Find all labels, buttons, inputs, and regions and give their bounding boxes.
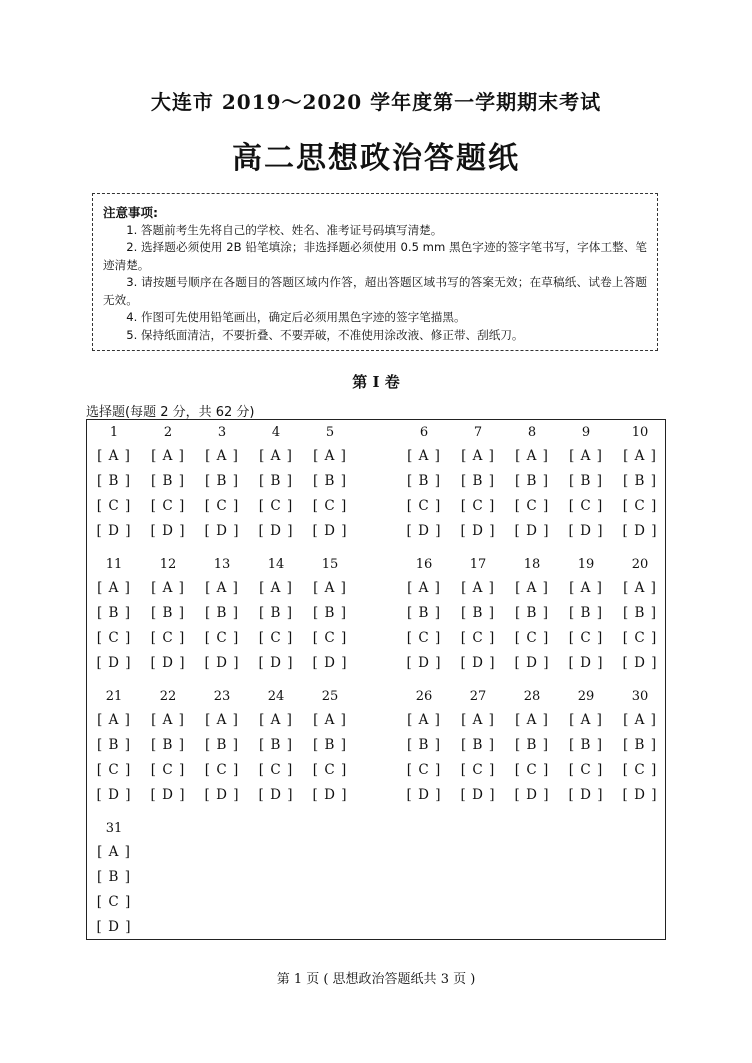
- option-d-bubble[interactable]: [ D ]: [514, 655, 550, 671]
- option-b-bubble[interactable]: [ B ]: [622, 737, 658, 753]
- question-block: [451, 554, 505, 676]
- option-b-bubble[interactable]: [ B ]: [460, 473, 496, 489]
- option-b-bubble[interactable]: [ B ]: [514, 605, 550, 621]
- option-d-bubble[interactable]: [ D ]: [514, 523, 550, 539]
- option-d-bubble[interactable]: [ D ]: [96, 919, 132, 935]
- option-d-bubble[interactable]: [ D ]: [96, 787, 132, 803]
- question-block: [559, 422, 613, 544]
- question-block: [303, 554, 357, 676]
- option-b-bubble[interactable]: [ B ]: [150, 473, 186, 489]
- question-number: 22: [159, 689, 177, 704]
- option-b-bubble[interactable]: [ B ]: [258, 737, 294, 753]
- option-b-bubble[interactable]: [ B ]: [568, 605, 604, 621]
- question-block: [141, 686, 195, 808]
- option-d-bubble[interactable]: [ D ]: [258, 523, 294, 539]
- option-a-bubble[interactable]: [ A ]: [97, 580, 131, 596]
- option-b-bubble[interactable]: [ B ]: [96, 869, 132, 885]
- question-number: 27: [469, 689, 487, 704]
- option-c-bubble[interactable]: [ C ]: [150, 498, 186, 514]
- option-c-bubble[interactable]: [ C ]: [204, 498, 240, 514]
- option-d-bubble[interactable]: [ D ]: [406, 523, 442, 539]
- option-d-bubble[interactable]: [ D ]: [204, 655, 240, 671]
- option-c-bubble[interactable]: [ C ]: [568, 762, 604, 778]
- option-b-bubble[interactable]: [ B ]: [312, 473, 348, 489]
- option-a-bubble[interactable]: [ A ]: [569, 448, 603, 464]
- question-block: [87, 422, 141, 544]
- question-block: [397, 554, 451, 676]
- option-a-bubble[interactable]: [ A ]: [623, 448, 657, 464]
- option-b-bubble[interactable]: [ B ]: [514, 737, 550, 753]
- question-number: 7: [473, 425, 483, 440]
- option-a-bubble[interactable]: [ A ]: [569, 580, 603, 596]
- question-number: 3: [217, 425, 227, 440]
- question-block: [451, 686, 505, 808]
- option-a-bubble[interactable]: [ A ]: [407, 580, 441, 596]
- question-number: 12: [159, 557, 177, 572]
- option-d-bubble[interactable]: [ D ]: [258, 655, 294, 671]
- question-block: [397, 422, 451, 544]
- question-number: 19: [577, 557, 595, 572]
- option-c-bubble[interactable]: [ C ]: [460, 762, 496, 778]
- option-b-bubble[interactable]: [ B ]: [622, 605, 658, 621]
- exam-title: 大连市 2019～2020 学年度第一学期期末考试: [150, 90, 602, 114]
- option-c-bubble[interactable]: [ C ]: [460, 630, 496, 646]
- question-block: [613, 554, 667, 676]
- option-c-bubble[interactable]: [ C ]: [622, 762, 658, 778]
- option-c-bubble[interactable]: [ C ]: [406, 762, 442, 778]
- option-d-bubble[interactable]: [ D ]: [258, 787, 294, 803]
- question-block: [141, 422, 195, 544]
- option-a-bubble[interactable]: [ A ]: [259, 712, 293, 728]
- option-d-bubble[interactable]: [ D ]: [406, 655, 442, 671]
- option-a-bubble[interactable]: [ A ]: [205, 712, 239, 728]
- question-number: 11: [105, 557, 123, 572]
- option-c-bubble[interactable]: [ C ]: [204, 762, 240, 778]
- option-b-bubble[interactable]: [ B ]: [96, 473, 132, 489]
- option-b-bubble[interactable]: [ B ]: [622, 473, 658, 489]
- option-d-bubble[interactable]: [ D ]: [150, 523, 186, 539]
- option-d-bubble[interactable]: [ D ]: [204, 523, 240, 539]
- option-c-bubble[interactable]: [ C ]: [460, 498, 496, 514]
- question-block: [559, 686, 613, 808]
- option-d-bubble[interactable]: [ D ]: [568, 655, 604, 671]
- option-c-bubble[interactable]: [ C ]: [568, 498, 604, 514]
- option-c-bubble[interactable]: [ C ]: [514, 630, 550, 646]
- option-a-bubble[interactable]: [ A ]: [151, 712, 185, 728]
- option-a-bubble[interactable]: [ A ]: [515, 712, 549, 728]
- option-d-bubble[interactable]: [ D ]: [622, 655, 658, 671]
- notice-item-3: 3. 请按题号顺序在各题目的答题区域内作答，超出答题区域书写的答案无效；在草稿纸、试卷上答题无效。: [103, 275, 647, 307]
- question-block: [249, 554, 303, 676]
- question-number: 28: [523, 689, 541, 704]
- option-c-bubble[interactable]: [ C ]: [150, 630, 186, 646]
- option-c-bubble[interactable]: [ C ]: [150, 762, 186, 778]
- option-a-bubble[interactable]: [ A ]: [313, 712, 347, 728]
- notice-item-5: 5. 保持纸面清洁，不要折叠、不要弄破，不准使用涂改液、修正带、刮纸刀。: [126, 327, 524, 342]
- option-b-bubble[interactable]: [ B ]: [312, 605, 348, 621]
- option-c-bubble[interactable]: [ C ]: [622, 630, 658, 646]
- option-d-bubble[interactable]: [ D ]: [460, 523, 496, 539]
- option-c-bubble[interactable]: [ C ]: [96, 630, 132, 646]
- option-a-bubble[interactable]: [ A ]: [313, 580, 347, 596]
- option-a-bubble[interactable]: [ A ]: [259, 580, 293, 596]
- question-number: 2: [163, 425, 173, 440]
- option-b-bubble[interactable]: [ B ]: [406, 605, 442, 621]
- option-b-bubble[interactable]: [ B ]: [258, 473, 294, 489]
- option-c-bubble[interactable]: [ C ]: [622, 498, 658, 514]
- notice-box: [92, 193, 658, 351]
- notice-item-4: 4. 作图可先使用铅笔画出，确定后必须用黑色字迹的签字笔描黑。: [126, 310, 466, 324]
- question-block: [87, 818, 141, 940]
- question-block: [303, 422, 357, 544]
- question-block: [505, 422, 559, 544]
- option-c-bubble[interactable]: [ C ]: [514, 498, 550, 514]
- option-a-bubble[interactable]: [ A ]: [205, 448, 239, 464]
- question-number: 20: [631, 557, 649, 572]
- option-c-bubble[interactable]: [ C ]: [96, 894, 132, 910]
- option-a-bubble[interactable]: [ A ]: [515, 448, 549, 464]
- question-block: [613, 686, 667, 808]
- question-block: [195, 422, 249, 544]
- option-a-bubble[interactable]: [ A ]: [569, 712, 603, 728]
- option-d-bubble[interactable]: [ D ]: [96, 655, 132, 671]
- notice-item-2: 2. 选择题必须使用 2B 铅笔填涂；非选择题必须使用 0.5 mm 黑色字迹的签字笔书写，字体工整、笔迹清楚。: [103, 240, 647, 272]
- question-number: 10: [631, 425, 649, 440]
- question-block: [303, 686, 357, 808]
- question-block: [397, 686, 451, 808]
- question-number: 1: [109, 425, 119, 440]
- option-d-bubble[interactable]: [ D ]: [514, 787, 550, 803]
- option-d-bubble[interactable]: [ D ]: [622, 787, 658, 803]
- question-number: 6: [419, 425, 429, 440]
- question-block: [195, 554, 249, 676]
- option-b-bubble[interactable]: [ B ]: [204, 737, 240, 753]
- option-d-bubble[interactable]: [ D ]: [568, 523, 604, 539]
- option-b-bubble[interactable]: [ B ]: [568, 473, 604, 489]
- option-b-bubble[interactable]: [ B ]: [258, 605, 294, 621]
- option-d-bubble[interactable]: [ D ]: [96, 523, 132, 539]
- option-c-bubble[interactable]: [ C ]: [96, 762, 132, 778]
- option-c-bubble[interactable]: [ C ]: [258, 630, 294, 646]
- option-a-bubble[interactable]: [ A ]: [151, 448, 185, 464]
- question-block: [87, 686, 141, 808]
- question-number: 26: [415, 689, 433, 704]
- question-number: 14: [267, 557, 285, 572]
- option-d-bubble[interactable]: [ D ]: [622, 523, 658, 539]
- option-c-bubble[interactable]: [ C ]: [204, 630, 240, 646]
- option-b-bubble[interactable]: [ B ]: [204, 605, 240, 621]
- option-b-bubble[interactable]: [ B ]: [150, 737, 186, 753]
- option-a-bubble[interactable]: [ A ]: [623, 580, 657, 596]
- question-number: 18: [523, 557, 541, 572]
- question-number: 21: [105, 689, 123, 704]
- question-number: 8: [527, 425, 537, 440]
- option-a-bubble[interactable]: [ A ]: [623, 712, 657, 728]
- question-block: [613, 422, 667, 544]
- option-a-bubble[interactable]: [ A ]: [97, 712, 131, 728]
- question-block: [559, 554, 613, 676]
- option-a-bubble[interactable]: [ A ]: [205, 580, 239, 596]
- option-b-bubble[interactable]: [ B ]: [204, 473, 240, 489]
- question-number: 23: [213, 689, 231, 704]
- option-a-bubble[interactable]: [ A ]: [461, 712, 495, 728]
- question-block: [451, 422, 505, 544]
- option-c-bubble[interactable]: [ C ]: [514, 762, 550, 778]
- option-a-bubble[interactable]: [ A ]: [97, 844, 131, 860]
- option-b-bubble[interactable]: [ B ]: [96, 605, 132, 621]
- question-number: 16: [415, 557, 433, 572]
- question-number: 29: [577, 689, 595, 704]
- notice-item-1: 1. 答题前考生先将自己的学校、姓名、准考证号码填写清楚。: [126, 222, 443, 237]
- question-number: 17: [469, 557, 487, 572]
- question-number: 5: [325, 425, 335, 440]
- question-number: 9: [581, 425, 591, 440]
- section-title: 第 I 卷: [352, 373, 400, 391]
- option-d-bubble[interactable]: [ D ]: [312, 787, 348, 803]
- option-b-bubble[interactable]: [ B ]: [312, 737, 348, 753]
- question-block: [141, 554, 195, 676]
- option-a-bubble[interactable]: [ A ]: [151, 580, 185, 596]
- question-number: 13: [213, 557, 231, 572]
- question-number: 15: [321, 557, 339, 572]
- option-b-bubble[interactable]: [ B ]: [406, 737, 442, 753]
- option-a-bubble[interactable]: [ A ]: [259, 448, 293, 464]
- option-c-bubble[interactable]: [ C ]: [312, 498, 348, 514]
- option-b-bubble[interactable]: [ B ]: [150, 605, 186, 621]
- question-number: 31: [105, 821, 123, 836]
- question-number: 24: [267, 689, 285, 704]
- option-c-bubble[interactable]: [ C ]: [312, 630, 348, 646]
- option-d-bubble[interactable]: [ D ]: [568, 787, 604, 803]
- option-b-bubble[interactable]: [ B ]: [514, 473, 550, 489]
- option-d-bubble[interactable]: [ D ]: [312, 523, 348, 539]
- option-a-bubble[interactable]: [ A ]: [97, 448, 131, 464]
- option-b-bubble[interactable]: [ B ]: [96, 737, 132, 753]
- option-c-bubble[interactable]: [ C ]: [406, 630, 442, 646]
- option-d-bubble[interactable]: [ D ]: [406, 787, 442, 803]
- answer-sheet-title: 高二思想政治答题纸: [232, 141, 520, 176]
- option-d-bubble[interactable]: [ D ]: [460, 787, 496, 803]
- option-c-bubble[interactable]: [ C ]: [96, 498, 132, 514]
- option-b-bubble[interactable]: [ B ]: [460, 605, 496, 621]
- notice-heading: 注意事项:: [103, 205, 158, 220]
- option-b-bubble[interactable]: [ B ]: [568, 737, 604, 753]
- answer-grid: [86, 419, 666, 940]
- option-c-bubble[interactable]: [ C ]: [406, 498, 442, 514]
- option-a-bubble[interactable]: [ A ]: [515, 580, 549, 596]
- option-c-bubble[interactable]: [ C ]: [258, 498, 294, 514]
- question-number: 4: [271, 425, 281, 440]
- question-block: [195, 686, 249, 808]
- question-block: [505, 554, 559, 676]
- option-a-bubble[interactable]: [ A ]: [461, 448, 495, 464]
- option-c-bubble[interactable]: [ C ]: [312, 762, 348, 778]
- option-c-bubble[interactable]: [ C ]: [568, 630, 604, 646]
- option-a-bubble[interactable]: [ A ]: [461, 580, 495, 596]
- question-block: [505, 686, 559, 808]
- page-footer: 第 1 页 ( 思想政治答题纸共 3 页 ): [276, 972, 476, 987]
- choice-section-label: 选择题(每题 2 分，共 62 分): [86, 405, 255, 420]
- option-c-bubble[interactable]: [ C ]: [258, 762, 294, 778]
- option-d-bubble[interactable]: [ D ]: [150, 655, 186, 671]
- option-b-bubble[interactable]: [ B ]: [406, 473, 442, 489]
- option-d-bubble[interactable]: [ D ]: [460, 655, 496, 671]
- option-d-bubble[interactable]: [ D ]: [204, 787, 240, 803]
- option-a-bubble[interactable]: [ A ]: [407, 712, 441, 728]
- option-d-bubble[interactable]: [ D ]: [150, 787, 186, 803]
- option-d-bubble[interactable]: [ D ]: [312, 655, 348, 671]
- option-a-bubble[interactable]: [ A ]: [407, 448, 441, 464]
- question-number: 25: [321, 689, 339, 704]
- option-a-bubble[interactable]: [ A ]: [313, 448, 347, 464]
- question-block: [87, 554, 141, 676]
- question-number: 30: [631, 689, 649, 704]
- option-b-bubble[interactable]: [ B ]: [460, 737, 496, 753]
- question-block: [249, 422, 303, 544]
- question-block: [249, 686, 303, 808]
